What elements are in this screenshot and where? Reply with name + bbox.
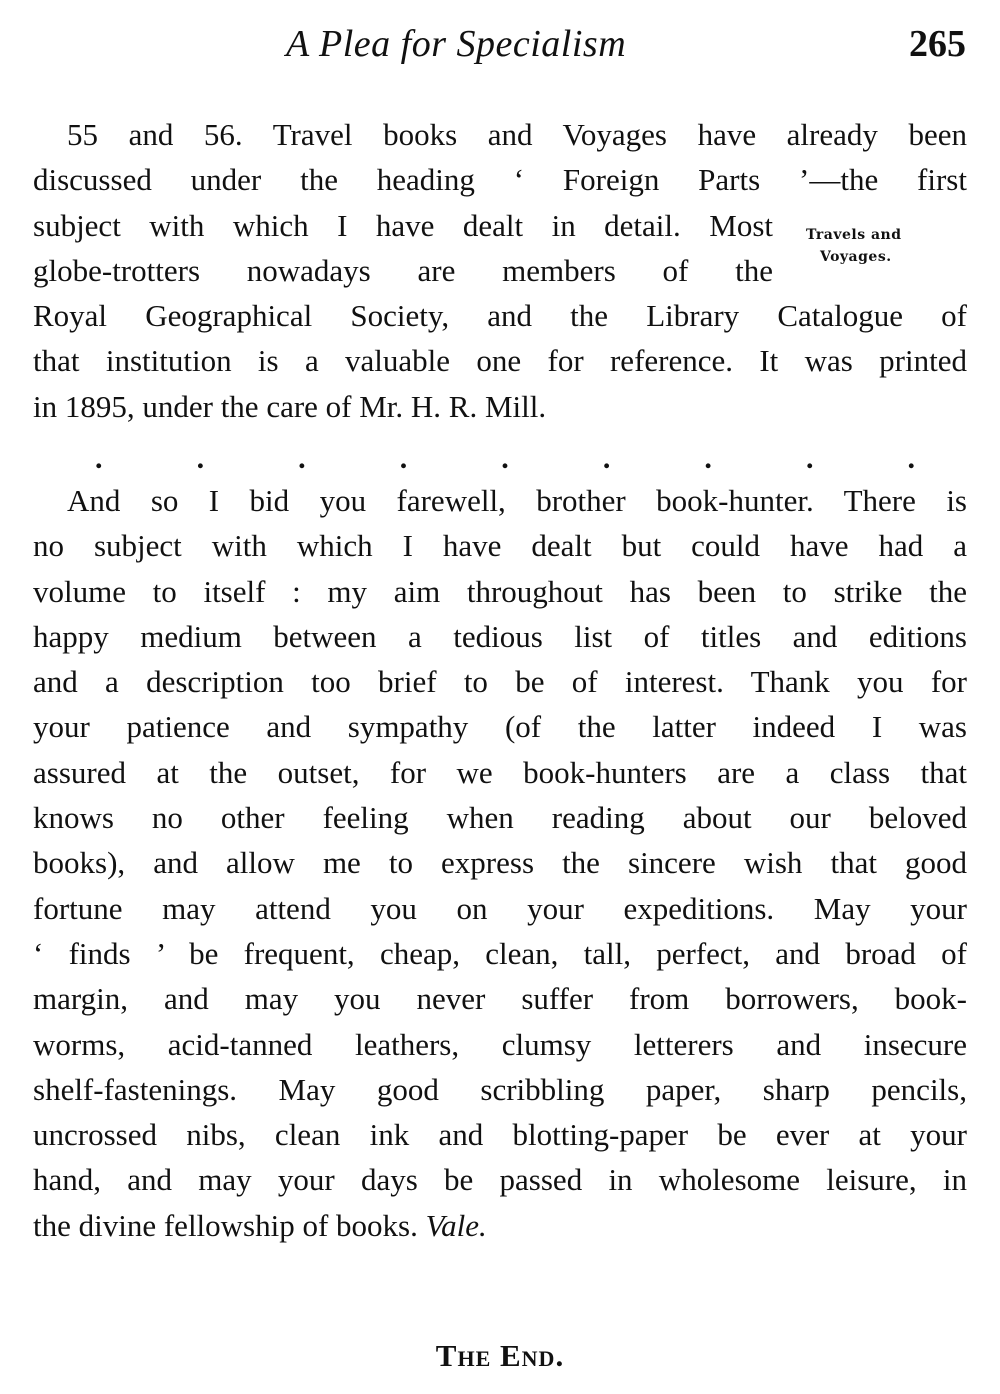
separator-dot: . — [399, 442, 408, 475]
separator-dot: . — [907, 442, 915, 475]
text-line: globe-trotters nowadays are members of the — [33, 252, 773, 288]
text-line: that institution is a valuable one for reference. It was printed — [33, 343, 967, 379]
text-line: 55 and 56. Travel books and Voyages have already been — [67, 117, 967, 152]
text-line-final — [33, 1203, 967, 1248]
text-line: Royal Geographical Society, and the Library Catalogue of — [33, 298, 967, 334]
final-sentence: the divine fellowship of books. — [33, 1207, 418, 1243]
margin-note — [806, 224, 946, 268]
separator-dot: . — [298, 442, 306, 475]
text-line: uncrossed nibs, clean ink and blotting-paper be ever at your — [33, 1117, 967, 1153]
text-line: worms, acid-tanned leathers, clumsy letterers and insecure — [33, 1026, 967, 1062]
margin-note-line: Voyages. — [820, 249, 892, 265]
closing-word: Vale. — [425, 1207, 487, 1243]
text-line: happy medium between a tedious list of titles and editions — [33, 618, 967, 654]
text-line: shelf-fastenings. May good scribbling paper, sharp pencils, — [33, 1071, 967, 1107]
text-line: assured at the outset, for we book-hunters are a class that — [33, 754, 967, 790]
separator-dot: . — [95, 442, 103, 475]
text-line: And so I bid you farewell, brother book-hunter. There is — [67, 483, 967, 518]
text-line: discussed under the heading ‘ Foreign Parts ’—the first — [33, 162, 967, 198]
separator-dot: . — [602, 442, 611, 475]
text-line: volume to itself : my aim throughout has been to strike the — [33, 573, 967, 609]
separator-dot: . — [704, 442, 712, 475]
text-line: books), and allow me to express the sincere wish that good — [33, 845, 967, 881]
text-line: your patience and sympathy (of the latter indeed I was — [33, 709, 967, 745]
running-title: A Plea for Specialism — [286, 23, 627, 65]
text-line: hand, and may your days be passed in wholesome leisure, in — [33, 1162, 967, 1198]
text-line: knows no other feeling when reading about our beloved — [33, 800, 967, 836]
text-line: ‘ finds ’ be frequent, cheap, clean, tall, perfect, and broad of — [33, 935, 967, 971]
text-line: in 1895, under the care of Mr. H. R. Mill. — [33, 388, 547, 424]
section-separator — [95, 442, 915, 476]
text-line: margin, and may you never suffer from borrowers, book- — [33, 981, 967, 1017]
page-header — [0, 22, 1000, 72]
text-line: no subject with which I have dealt but could have had a — [33, 528, 967, 564]
text-line: subject with which I have dealt in detail. Most — [33, 207, 773, 243]
separator-dot: . — [196, 442, 205, 475]
text-line: fortune may attend you on your expeditions. May your — [33, 890, 967, 926]
the-end-heading: The End. — [435, 1338, 565, 1373]
paragraph-farewell — [33, 478, 967, 1248]
separator-dot: . — [501, 442, 509, 475]
text-line: and a description too brief to be of interest. Thank you for — [33, 664, 967, 700]
page-number: 265 — [909, 23, 966, 65]
paragraph-travel-books — [33, 112, 967, 429]
separator-dot: . — [805, 442, 814, 475]
margin-note-line: Travels and — [806, 227, 902, 243]
